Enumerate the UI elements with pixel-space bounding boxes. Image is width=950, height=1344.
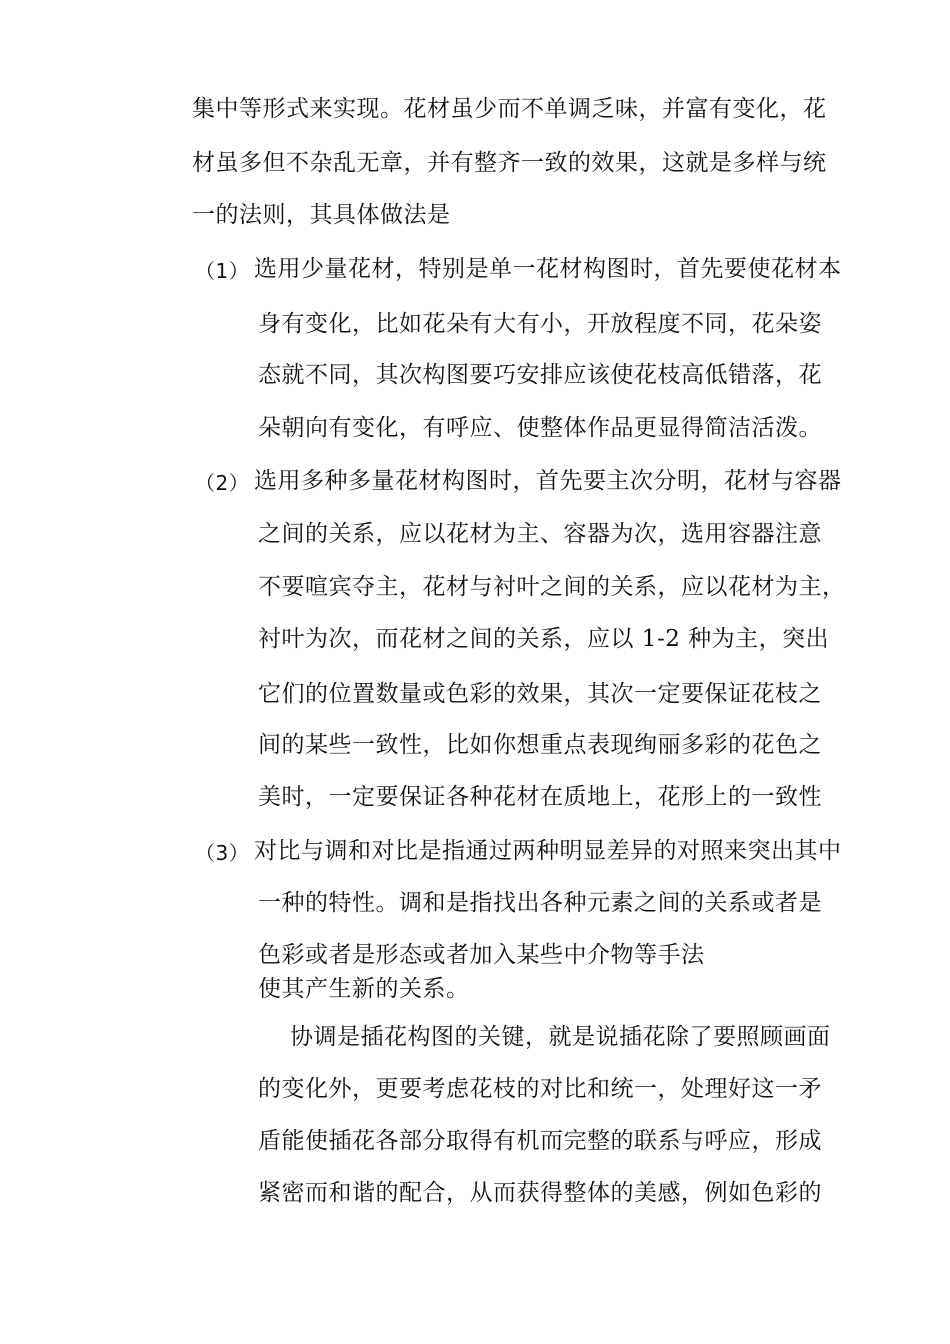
item1-line-3: 态就不同，其次构图要巧安排应该使花枝高低错落，花 xyxy=(258,362,822,388)
intro-line-3: 一的法则，其具体做法是 xyxy=(192,202,451,228)
item1-line-4: 朵朝向有变化，有呼应、使整体作品更显得简洁活泼。 xyxy=(258,415,822,441)
item2-line-6: 间的某些一致性，比如你想重点表现绚丽多彩的花色之 xyxy=(258,732,822,758)
item2-line-5: 它们的位置数量或色彩的效果，其次一定要保证花枝之 xyxy=(258,681,822,707)
item1-line-1: 选用少量花材，特别是单一花材构图时，首先要使花材本 xyxy=(254,256,842,282)
item3-line-1: 对比与调和对比是指通过两种明显差异的对照来突出其中 xyxy=(254,838,842,864)
item2-marker: （2） xyxy=(195,471,250,495)
closing-line-1: 协调是插花构图的关键，就是说插花除了要照顾画面 xyxy=(290,1024,831,1050)
item2-line-1: 选用多种多量花材构图时，首先要主次分明，花材与容器 xyxy=(254,468,842,494)
intro-line-1: 集中等形式来实现。花材虽少而不单调乏味，并富有变化，花 xyxy=(192,96,827,122)
closing-line-2: 的变化外，更要考虑花枝的对比和统一，处理好这一矛 xyxy=(258,1076,822,1102)
intro-line-2: 材虽多但不杂乱无章，并有整齐一致的效果，这就是多样与统 xyxy=(192,150,827,176)
item3-line-2: 一种的特性。调和是指找出各种元素之间的关系或者是 xyxy=(258,890,822,916)
item2-line-7: 美时，一定要保证各种花材在质地上，花形上的一致性 xyxy=(258,784,822,810)
item2-line-3: 不要喧宾夺主，花材与衬叶之间的关系，应以花材为主， xyxy=(258,574,846,600)
closing-line-4: 紧密而和谐的配合，从而获得整体的美感，例如色彩的 xyxy=(258,1180,822,1206)
item3-line-3: 色彩或者是形态或者加入某些中介物等手法 xyxy=(258,942,705,968)
item1-marker: （1） xyxy=(195,259,250,283)
item3-line-4: 使其产生新的关系。 xyxy=(258,976,470,1002)
item2-line-4: 衬叶为次，而花材之间的关系，应以 1-2 种为主，突出 xyxy=(258,626,830,652)
closing-line-3: 盾能使插花各部分取得有机而完整的联系与呼应，形成 xyxy=(258,1128,822,1154)
item1-line-2: 身有变化，比如花朵有大有小，开放程度不同，花朵姿 xyxy=(258,311,822,337)
item3-marker: （3） xyxy=(195,841,250,865)
item2-line-2: 之间的关系，应以花材为主、容器为次，选用容器注意 xyxy=(258,521,822,547)
